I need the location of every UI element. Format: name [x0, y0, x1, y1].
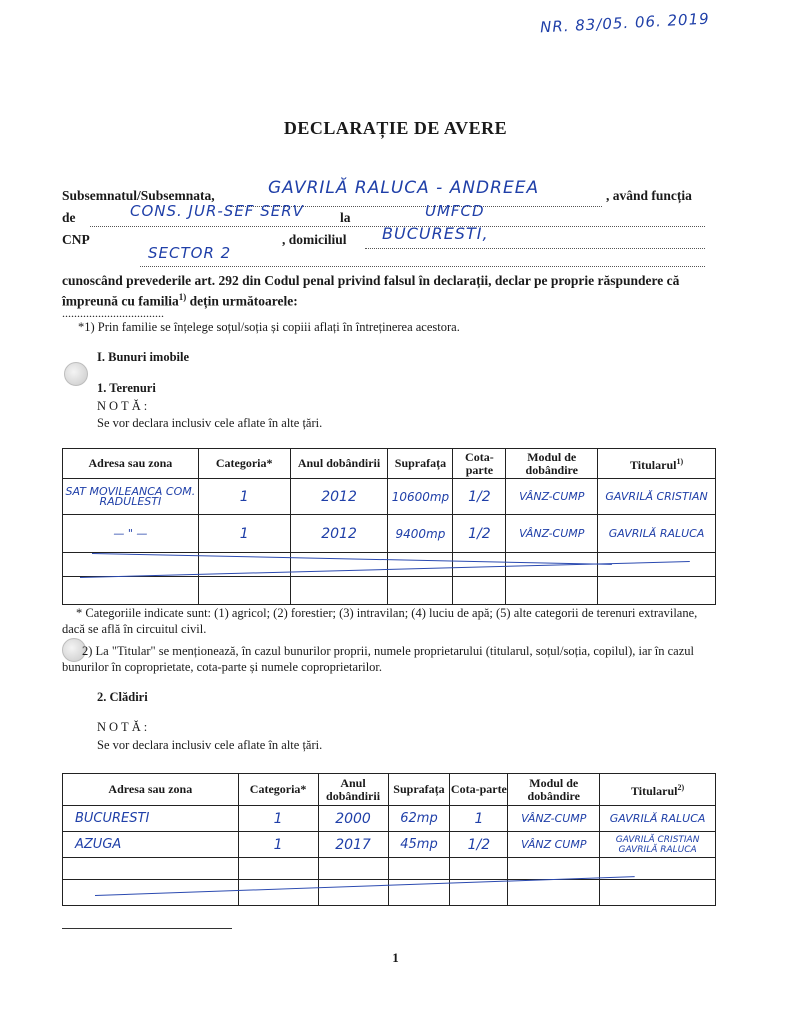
- col-titular: [598, 449, 716, 479]
- table-cell: GAVRILĂ RALUCA: [600, 806, 716, 832]
- table-cell: BUCURESTI: [63, 806, 239, 832]
- table-cell: [506, 577, 598, 605]
- domiciliul-value: BUCURESTI,: [382, 224, 489, 243]
- table-cell: VÂNZ-CUMP: [508, 806, 600, 832]
- table-cell: 1: [198, 479, 290, 515]
- table-cell: 1/2: [450, 832, 508, 858]
- cladiri-header-row: [63, 774, 716, 806]
- la-label: la: [340, 210, 351, 225]
- table-cell: [598, 553, 716, 577]
- table-cell: 45mp: [388, 832, 450, 858]
- domiciliul-label: , domiciliul: [282, 232, 347, 247]
- table-cell: [508, 880, 600, 906]
- table-cell: 2017: [318, 832, 388, 858]
- table-cell: [318, 858, 388, 880]
- nota-1: NOTĂ:: [97, 399, 151, 413]
- footnote-family: *1) Prin familie se înțelege soțul/soția și copiii aflați în întreținerea acestora.: [78, 320, 460, 334]
- cnp-label: CNP: [62, 232, 90, 247]
- table-cell: VÂNZ-CUMP: [506, 515, 598, 553]
- col-suprafata: Suprafața: [388, 449, 453, 479]
- table-cell: [600, 880, 716, 906]
- table-cell: AZUGA: [63, 832, 239, 858]
- col-anul: Anul dobândirii: [318, 774, 388, 806]
- table-cell: GAVRILĂ CRISTIAN GAVRILĂ RALUCA: [600, 832, 716, 858]
- col-categoria: Categoria*: [198, 449, 290, 479]
- page-number: 1: [392, 950, 399, 965]
- table-cell: [450, 880, 508, 906]
- table-row: [63, 806, 716, 832]
- domiciliul-underline: [365, 248, 705, 249]
- footnote-separator: [62, 928, 232, 929]
- section-imobile-heading: I. Bunuri imobile: [97, 350, 190, 364]
- nota-2-text: Se vor declara inclusiv cele aflate în alte țări.: [97, 738, 323, 752]
- table-cell: 1: [198, 515, 290, 553]
- cladiri-table: [62, 773, 716, 906]
- terenuri-header-row: [63, 449, 716, 479]
- nota-1-text: Se vor declara inclusiv cele aflate în alte țări.: [97, 416, 323, 430]
- table-cell: [508, 858, 600, 880]
- table-cell: VÂNZ-CUMP: [506, 479, 598, 515]
- sector-underline: [140, 266, 705, 267]
- col-titular-sup: 2): [677, 783, 685, 792]
- table-cell: [388, 577, 453, 605]
- table-cell: 1/2: [453, 515, 506, 553]
- col-titular: [600, 774, 716, 806]
- categorii-note: * Categoriile indicate sunt: (1) agricol; (2) forestier; (3) intravilan; (4) luciu de apă; (5) alte categorii de terenuri extravilane, dacă se află în circuitul civil.: [62, 606, 698, 636]
- table-cell: [453, 577, 506, 605]
- table-cell: 9400mp: [388, 515, 453, 553]
- declaration-text-main: cunoscând prevederile art. 292 din Codul penal privind falsul în declarații, declar pe proprie răspundere că împreună cu familia: [62, 273, 680, 309]
- col-modul: Modul de dobândire: [506, 449, 598, 479]
- functia-value: CONS. JUR-SEF SERV: [130, 202, 304, 220]
- table-cell: [63, 553, 199, 577]
- table-cell: [598, 577, 716, 605]
- col-cota: Cota-parte: [453, 449, 506, 479]
- col-adresa: Adresa sau zona: [63, 774, 239, 806]
- col-titular-label: Titularul: [630, 458, 677, 472]
- table-cell: 2012: [290, 479, 388, 515]
- table-cell: [63, 577, 199, 605]
- page-title: DECLARAȚIE DE AVERE: [283, 118, 508, 138]
- declaration-text-end: dețin următoarele:: [189, 293, 298, 309]
- nota-2: NOTĂ:: [97, 720, 151, 734]
- table-cell: 1: [238, 806, 318, 832]
- table-cell: 1/2: [453, 479, 506, 515]
- avand-functia-label: , având funcția: [606, 188, 692, 203]
- table-cell: [453, 553, 506, 577]
- table-cell: VÂNZ CUMP: [508, 832, 600, 858]
- table-cell: [450, 858, 508, 880]
- table-cell: 1: [238, 832, 318, 858]
- table-cell: 2012: [290, 515, 388, 553]
- table-cell: [290, 577, 388, 605]
- table-cell: [238, 858, 318, 880]
- table-cell: GAVRILĂ RALUCA: [598, 515, 716, 553]
- table-cell: 2000: [318, 806, 388, 832]
- col-modul: Modul de dobândire: [508, 774, 600, 806]
- table-row: [63, 479, 716, 515]
- table-row: [63, 577, 716, 605]
- table-cell: [318, 880, 388, 906]
- col-anul: Anul dobândirii: [290, 449, 388, 479]
- table-cell: [388, 553, 453, 577]
- table-cell: [290, 553, 388, 577]
- col-suprafata: Suprafața: [388, 774, 450, 806]
- footnote-ref: 1): [178, 292, 187, 302]
- de-label: de: [62, 210, 76, 225]
- sector-value: SECTOR 2: [148, 244, 232, 262]
- table-cell: [198, 577, 290, 605]
- titular-note: 2) La "Titular" se menționează, în cazul bunurilor proprii, numele proprietarului (titularul, soțul/soția, copilul), iar în cazul bunurilor în coproprietate, cota-parte și numele coproprietarilor.: [62, 644, 695, 674]
- terenuri-heading: 1. Terenuri: [97, 381, 156, 395]
- table-cell: 10600mp: [388, 479, 453, 515]
- col-categoria: Categoria*: [238, 774, 318, 806]
- col-titular-sup: 1): [676, 457, 684, 466]
- col-cota: Cota-parte: [450, 774, 508, 806]
- institutie-value: UMFCD: [425, 202, 485, 220]
- table-cell: [238, 880, 318, 906]
- table-cell: 62mp: [388, 806, 450, 832]
- cladiri-heading: 2. Clădiri: [97, 690, 148, 704]
- name-value: GAVRILĂ RALUCA - ANDREEA: [268, 178, 540, 198]
- col-adresa: Adresa sau zona: [63, 449, 199, 479]
- table-cell: — " —: [63, 515, 199, 553]
- terenuri-table: [62, 448, 716, 605]
- table-cell: SAT MOVILEANCA COM. RADULESTI: [63, 479, 199, 515]
- table-row: [63, 515, 716, 553]
- col-titular-label: Titularul: [631, 784, 678, 798]
- punch-hole: [64, 362, 88, 386]
- table-cell: [63, 858, 239, 880]
- subsemnatul-label: Subsemnatul/Subsemnata,: [62, 188, 215, 203]
- table-cell: [388, 858, 450, 880]
- dots: ..................................: [62, 306, 164, 320]
- registration-stamp: NR. 83/05. 06. 2019: [539, 9, 711, 37]
- table-cell: 1: [450, 806, 508, 832]
- table-cell: GAVRILĂ CRISTIAN: [598, 479, 716, 515]
- table-row: [63, 832, 716, 858]
- table-row: [63, 553, 716, 577]
- declaration-text: [62, 272, 712, 310]
